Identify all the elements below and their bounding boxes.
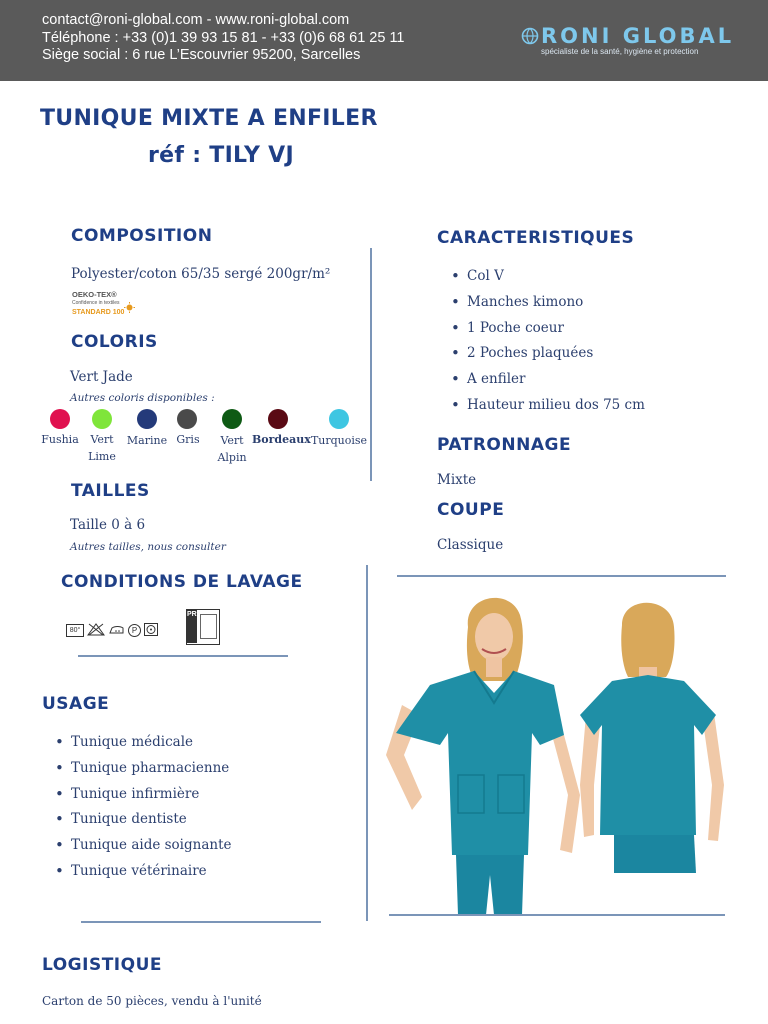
swatch-fushia[interactable] — [50, 409, 70, 429]
oeko-tex-standard: STANDARD 100 — [72, 309, 125, 316]
coloris-current: Vert Jade — [70, 369, 133, 385]
swatch-vert-lime[interactable] — [92, 409, 112, 429]
swatch-label-vert-alpin: Vert Alpin — [217, 434, 247, 464]
tailles-heading: TAILLES — [71, 481, 150, 501]
pro-badge-text: PRO — [187, 610, 197, 643]
contact-phone: Téléphone : +33 (0)1 39 93 15 81 - +33 (0)6 68 61 25 11 — [42, 29, 405, 46]
lavage-divider — [78, 655, 288, 657]
pro-badge — [186, 609, 220, 645]
list-item: • 1 Poche coeur — [451, 320, 645, 346]
composition-text: Polyester/coton 65/35 sergé 200gr/m² — [71, 266, 331, 282]
coupe-text: Classique — [437, 537, 504, 553]
logistique-text: Carton de 50 pièces, vendu à l'unité — [42, 994, 262, 1008]
list-item: • Tunique médicale — [55, 734, 231, 760]
contact-block — [42, 12, 405, 65]
oeko-tex-sub: Confidence in textiles — [72, 300, 120, 306]
swatch-turquoise[interactable] — [329, 409, 349, 429]
photo-divider-bottom — [389, 914, 725, 916]
coupe-heading: COUPE — [437, 500, 505, 520]
brand-logo: RONI GLOBAL — [541, 24, 735, 48]
no-bleach-icon — [87, 621, 105, 640]
lavage-heading: CONDITIONS DE LAVAGE — [61, 572, 303, 592]
caracteristiques-heading: CARACTERISTIQUES — [437, 228, 635, 248]
swatch-label-vert-lime: Vert Lime — [88, 433, 116, 463]
brand-tagline: spécialiste de la santé, hygiène et protection — [541, 47, 699, 56]
list-item: • Tunique aide soignante — [55, 837, 231, 863]
swatch-label-fushia: Fushia — [41, 433, 79, 446]
list-item: • Hauteur milieu dos 75 cm — [451, 397, 645, 423]
oeko-tex-brand: OEKO-TEX® — [72, 290, 117, 299]
usage-list — [55, 734, 231, 889]
swatch-label-bordeaux: Bordeaux — [252, 433, 311, 446]
usage-divider — [81, 921, 321, 923]
product-title: TUNIQUE MIXTE A ENFILER — [40, 106, 378, 131]
iron-icon — [108, 621, 125, 640]
contact-address: Siège social : 6 rue L’Escouvrier 95200, Sarcelles — [42, 47, 361, 63]
oeko-tex-label — [72, 290, 124, 317]
pro-badge-mark — [200, 614, 217, 639]
list-item: • 2 Poches plaquées — [451, 345, 645, 371]
coloris-heading: COLORIS — [71, 332, 158, 352]
dry-clean-p-icon: P — [128, 624, 141, 637]
swatch-vert-alpin[interactable] — [222, 409, 242, 429]
coloris-available-label: Autres coloris disponibles : — [70, 392, 215, 404]
back-model-figure — [580, 603, 724, 873]
swatch-label-gris: Gris — [176, 433, 200, 446]
sun-icon — [124, 298, 135, 317]
patronnage-text: Mixte — [437, 472, 477, 488]
logistique-heading: LOGISTIQUE — [42, 955, 162, 975]
list-item: • Tunique infirmière — [55, 786, 231, 812]
list-item: • Manches kimono — [451, 294, 645, 320]
list-item: • Col V — [451, 268, 645, 294]
caracteristiques-list — [451, 268, 645, 423]
swatch-gris[interactable] — [177, 409, 197, 429]
composition-heading: COMPOSITION — [71, 226, 213, 246]
wash-80-icon: 80° — [66, 624, 84, 637]
contact-email-web[interactable]: contact@roni-global.com - www.roni-global.com — [42, 12, 350, 28]
swatch-bordeaux[interactable] — [268, 409, 288, 429]
column-divider-bottom — [366, 565, 368, 921]
list-item: • Tunique dentiste — [55, 811, 231, 837]
tumble-dry-icon — [144, 621, 158, 640]
front-model-figure — [386, 598, 580, 915]
photo-divider-top — [397, 575, 726, 577]
swatch-label-turquoise: Turquoise — [310, 434, 368, 447]
usage-heading: USAGE — [42, 694, 110, 714]
product-photo — [382, 585, 730, 915]
list-item: • A enfiler — [451, 371, 645, 397]
patronnage-heading: PATRONNAGE — [437, 435, 572, 455]
tailles-text: Taille 0 à 6 — [70, 517, 146, 533]
globe-logo-icon — [521, 27, 539, 45]
list-item: • Tunique pharmacienne — [55, 760, 231, 786]
list-item: • Tunique vétérinaire — [55, 863, 231, 889]
swatch-marine[interactable] — [137, 409, 157, 429]
product-reference: réf : TILY VJ — [148, 143, 294, 168]
care-symbols — [66, 621, 158, 640]
swatch-label-marine: Marine — [126, 434, 168, 447]
tailles-note: Autres tailles, nous consulter — [70, 541, 226, 553]
column-divider-top — [370, 248, 372, 481]
